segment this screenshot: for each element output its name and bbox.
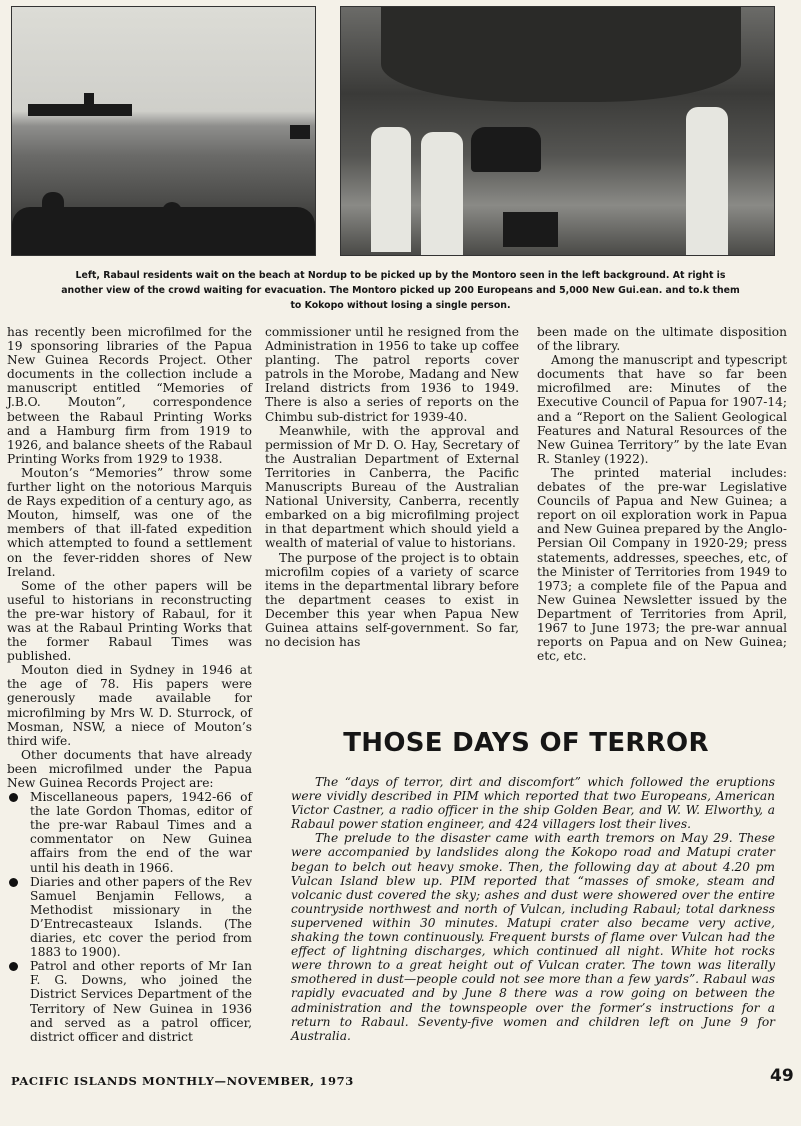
photo-caption bbox=[0, 268, 801, 313]
paragraph: commissioner until he resigned from the Administration in 1956 to take up coffee planting. The patrol reports cover patrols in the Morobe, Madang and New Ireland districts from 1936 to 1949. There is also a series of reports on the Chimbu sub-district for 1939-40. bbox=[265, 325, 519, 424]
caption-line: to Kokopo without losing a single person. bbox=[290, 300, 511, 311]
list-item-text: Miscellaneous papers, 1942-66 of the late Gordon Thomas, editor of the pre-war Rabaul Times and a commentator on New Guinea affairs from the end of the war until his death in 1966. bbox=[30, 790, 252, 875]
page-number: 49 bbox=[770, 1066, 794, 1086]
paragraph: Among the manuscript and typescript documents that have so far been microfilmed are: Minutes of the Executive Council of Papua for 1907-14; and a “Report on the Salient Geological Features and Natural Resources of the New Guinea Territory” by the late Evan R. Stanley (1922). bbox=[537, 353, 787, 466]
bullet-icon bbox=[9, 962, 18, 971]
paragraph: been made on the ultimate disposition of the library. bbox=[537, 325, 787, 354]
paragraph: Meanwhile, with the approval and permission of Mr D. O. Hay, Secretary of the Australian Department of External Territories in Canberra, the Pacific Manuscripts Bureau of the Australian National University, Canberra, recently embarked on a big microfilming project in that department which should yield a wealth of material of value to historians. bbox=[265, 423, 519, 551]
list-item bbox=[7, 875, 252, 960]
article-column-1 bbox=[7, 325, 252, 1044]
section-heading: THOSE DAYS OF TERROR bbox=[343, 728, 709, 758]
paragraph: The prelude to the disaster came with earth tremors on May 29. These were accompanied by landslides along the Kokopo road and Matupi crater began to belch out heavy smoke. Then, the following day at about 4.20 pm Vulcan Island blew up. PIM reported that “masses of smoke, steam and volcanic dust covered the sky; ashes and dust were showered over the entire countryside northwest and north of Vulcan, including Rabaul; total darkness supervened within 30 minutes. Matupi crater also became very active, shaking the town continuously. Frequent bursts of flame over Vulcan had the effect of lightning discharges, which continued all night. White hot rocks were thrown to a great height out of Vulcan crater. The town was literally smothered in dust—people could not see more than a few yards”. Rabaul was rapidly evacuated and by June 8 there was a row going on between the administration and the townspeople over the former’s instructions for a return to Rabaul. Seventy-five women and children left on June 9 for Australia. bbox=[291, 831, 775, 1043]
document-list bbox=[7, 790, 252, 1044]
list-item bbox=[7, 790, 252, 875]
person-white-shirt bbox=[371, 127, 411, 252]
article-column-3 bbox=[537, 325, 787, 663]
person-white-shirt bbox=[686, 107, 728, 255]
palm-trees-silhouette bbox=[381, 7, 741, 102]
article-column-2 bbox=[265, 325, 519, 649]
list-item-text: Diaries and other papers of the Rev Samuel Benjamin Fellows, a Methodist missionary in the D’Entrecasteaux Islands. (The diaries, etc cover the period from 1883 to 1900). bbox=[30, 874, 252, 960]
paragraph: The printed material includes: debates of the pre-war Legislative Councils of Papua and New Guinea; a report on oil exploration work in Papua and New Guinea prepared by the Anglo-Persian Oil Company in 1920-29; press statements, addresses, speeches, etc, of the Minister of Territories from 1949 to 1973; a complete file of the Papua and New Guinea Newsletter issued by the Department of Territories from April, 1967 to June 1973; the pre-war annual reports on Papua and on New Guinea; etc, etc. bbox=[537, 465, 787, 664]
italic-sidebar-text bbox=[291, 775, 775, 1043]
paragraph: has recently been microfilmed for the 19 sponsoring libraries of the Papua New Guinea Records Project. Other documents in the collection include a manuscript entitled “Memories of J.B.O. Mouton”, correspondence between the Rabaul Printing Works and a Hamburg firm from 1919 to 1926, and balance sheets of the Rabaul Printing Works from 1929 to 1938. bbox=[7, 325, 252, 466]
caption-line: Left, Rabaul residents wait on the beach at Nordup to be picked up by the Montoro seen in the left background. At right is bbox=[75, 270, 726, 281]
person-silhouette bbox=[162, 202, 182, 242]
caption-line: another view of the crowd waiting for evacuation. The Montoro picked up 200 Europeans and 5,000 New Gui.ean. and to.k them bbox=[61, 285, 740, 296]
person-silhouette bbox=[222, 207, 244, 243]
paragraph: The purpose of the project is to obtain microfilm copies of a variety of scarce items in the departmental library before the department ceases to exist in December this year when Papua New Guinea attains self-government. So far, no decision has bbox=[265, 550, 519, 650]
photo-beach-nordup bbox=[11, 6, 316, 256]
car-silhouette bbox=[471, 127, 541, 172]
paragraph: Mouton’s “Memories” throw some further light on the notorious Marquis de Rays expedition of a century ago, as Mouton, himself, was one of the members of that ill-fated expedition which attempted to found a settlement on the fever-ridden shores of New Ireland. bbox=[7, 465, 252, 579]
publication-footer: PACIFIC ISLANDS MONTHLY—NOVEMBER, 1973 bbox=[11, 1074, 354, 1088]
sailboat-silhouette bbox=[290, 125, 310, 139]
paragraph: Mouton died in Sydney in 1946 at the age of 78. His papers were generously made available for microfilming by Mrs W. D. Sturrock, of Mosman, NSW, a niece of Mouton’s third wife. bbox=[7, 663, 252, 748]
list-item-text: Patrol and other reports of Mr Ian F. G. Downs, who joined the District Services Department of the Territory of New Guinea in 1936 and served as a patrol officer, district officer and district bbox=[30, 959, 252, 1044]
photo-evacuation-crowd bbox=[340, 6, 775, 256]
list-item bbox=[7, 959, 252, 1044]
bullet-icon bbox=[9, 793, 18, 802]
paragraph: The “days of terror, dirt and discomfort” which followed the eruptions were vividly described in PIM which reported that two Europeans, American Victor Castner, a radio officer in the ship Golden Bear, and W. W. Elworthy, a Rabaul power station engineer, and 424 villagers lost their lives. bbox=[291, 775, 775, 832]
person-white-shirt bbox=[421, 132, 463, 255]
ship-silhouette bbox=[28, 104, 132, 116]
bullet-icon bbox=[9, 878, 18, 887]
paragraph: Some of the other papers will be useful to historians in reconstructing the pre-war history of Rabaul, for it was at the Rabaul Printing Works that the former Rabaul Times was published. bbox=[7, 578, 252, 664]
person-silhouette bbox=[42, 192, 64, 232]
paragraph: Other documents that have already been microfilmed under the Papua New Guinea Records Project are: bbox=[7, 747, 252, 790]
ship-funnel bbox=[84, 93, 94, 105]
crate-silhouette bbox=[503, 212, 558, 247]
